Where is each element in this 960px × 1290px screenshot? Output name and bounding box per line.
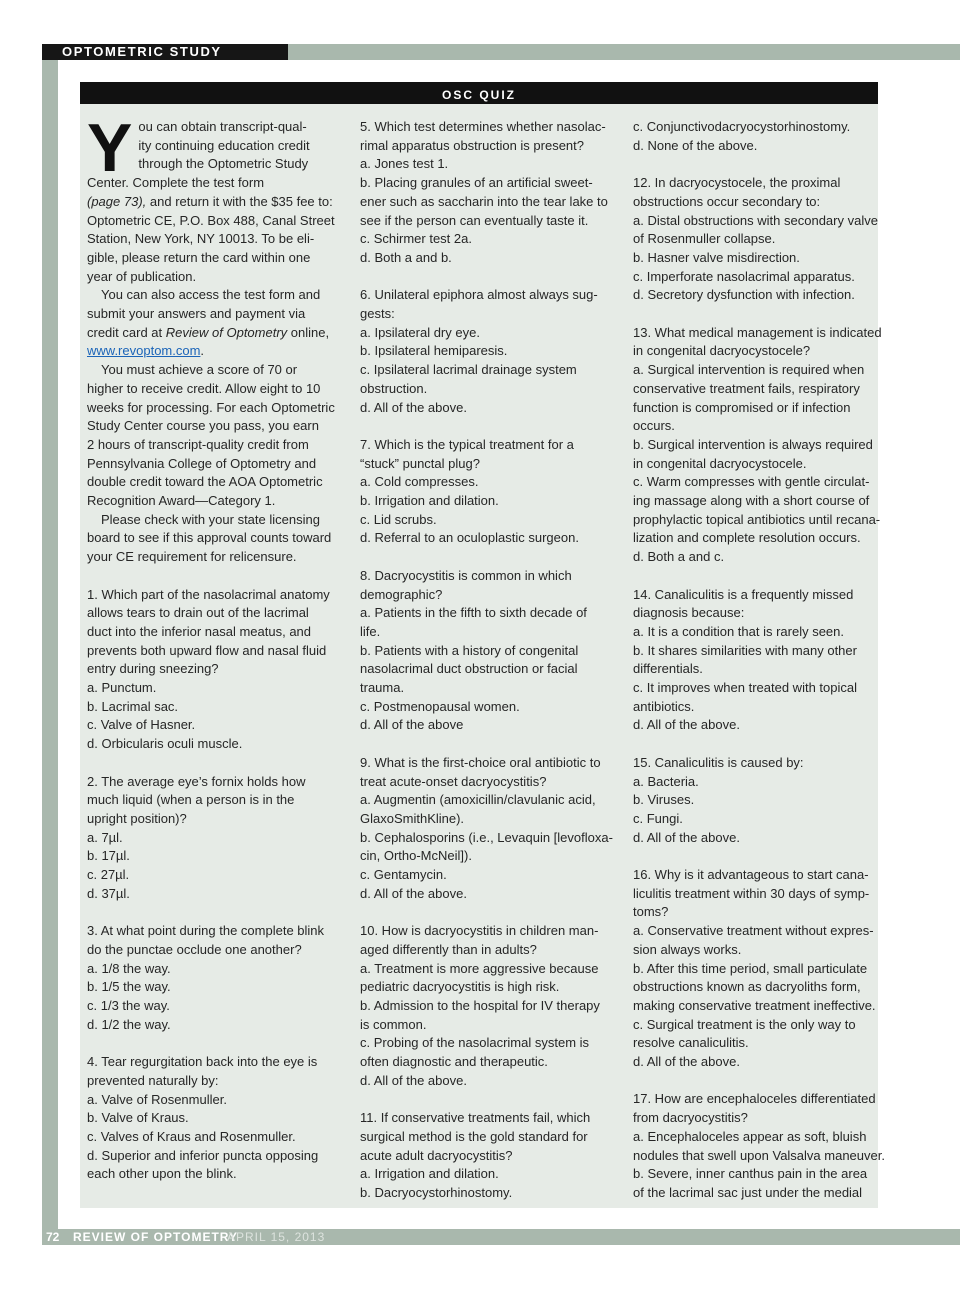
answer-line: b. Ipsilateral hemiparesis. bbox=[360, 343, 508, 359]
question-text: 3. At what point during the complete blink bbox=[87, 923, 325, 939]
text-line: higher to receive credit. Allow eight to 10 bbox=[87, 380, 321, 396]
answer-line: b. Cephalosporins (i.e., Levaquin [levofloxa- bbox=[360, 829, 613, 845]
answer-line: d. All of the above. bbox=[633, 1054, 740, 1070]
text-line: Optometric CE, P.O. Box 488, Canal Street bbox=[87, 212, 335, 228]
question-text: 4. Tear regurgitation back into the eye is bbox=[87, 1054, 318, 1070]
question-text: 5. Which test determines whether nasolac- bbox=[360, 119, 606, 134]
question-text: 11. If conservative treatments fail, which bbox=[360, 1110, 591, 1126]
answer-line: d. Secretory dysfunction with infection. bbox=[633, 287, 855, 303]
answer-line: liculitis treatment within 30 days of symp- bbox=[633, 885, 870, 901]
question-text: 10. How is dacryocystitis in children man- bbox=[360, 923, 599, 939]
answer-line: b. Patients with a history of congenital bbox=[360, 642, 579, 658]
answer-line: a. Treatment is more aggressive because bbox=[360, 960, 599, 976]
answer-line: is common. bbox=[360, 1016, 427, 1032]
answer-line: d. Referral to an oculoplastic surgeon. bbox=[360, 530, 579, 546]
text-line: Study Center course you pass, you earn bbox=[87, 418, 319, 434]
question-text: c. Conjunctivodacryocystorhinostomy. bbox=[633, 119, 851, 134]
answer-line: ing massage along with a short course of bbox=[633, 493, 870, 509]
answer-line: a. Ipsilateral dry eye. bbox=[360, 324, 480, 340]
answer-line: resolve canaliculitis. bbox=[633, 1035, 749, 1051]
answer-line: in congenital dacryocystocele. bbox=[633, 455, 807, 471]
text-line: www.revoptom.com. bbox=[87, 343, 205, 359]
answer-line: nasolacrimal duct obstruction or facial bbox=[360, 661, 578, 677]
answer-line: differentials. bbox=[633, 661, 703, 677]
answer-line: a. Encephaloceles appear as soft, bluish bbox=[633, 1128, 867, 1144]
answer-line: rimal apparatus obstruction is present? bbox=[360, 137, 585, 153]
answer-line: function is compromised or if infection bbox=[633, 399, 851, 415]
answer-line: much liquid (when a person is in the bbox=[87, 792, 295, 808]
answer-line: GlaxoSmithKline). bbox=[360, 810, 465, 826]
italic-text: Review of Optometry bbox=[165, 324, 288, 340]
intro-paragraph-4 bbox=[87, 511, 332, 567]
answer-line: gests: bbox=[360, 306, 395, 322]
intro-paragraph-3 bbox=[87, 361, 335, 511]
answer-line: a. Cold compresses. bbox=[360, 474, 479, 490]
answer-line: occurs. bbox=[633, 418, 675, 434]
answer-line: b. Viruses. bbox=[633, 792, 695, 808]
answer-line: d. All of the above. bbox=[360, 885, 467, 901]
answer-line: c. 1/3 the way. bbox=[87, 998, 170, 1013]
answer-line: surgical method is the gold standard for bbox=[360, 1128, 588, 1144]
answer-line: d. 37µl. bbox=[87, 885, 130, 901]
left-rule bbox=[42, 44, 58, 1244]
text-segment: credit card at bbox=[87, 324, 163, 340]
answer-line: b. 1/5 the way. bbox=[87, 979, 171, 995]
answer-line: b. Valve of Kraus. bbox=[87, 1110, 189, 1126]
answer-line: obstructions known as dacryoliths form, bbox=[633, 979, 861, 995]
question-text: 16. Why is it advantageous to start cana- bbox=[633, 867, 869, 883]
answer-line: b. After this time period, small particulate bbox=[633, 960, 868, 976]
quiz-question bbox=[87, 1053, 319, 1184]
question-text: 7. Which is the typical treatment for a bbox=[360, 436, 574, 452]
intro bbox=[87, 110, 335, 567]
answer-line: a. Jones test 1. bbox=[360, 156, 449, 172]
text-line: double credit toward the AOA Optometric bbox=[87, 474, 323, 490]
text-segment: online, bbox=[290, 324, 330, 340]
answer-line: acute adult dacryocystitis? bbox=[360, 1147, 513, 1163]
quiz-question bbox=[633, 1090, 885, 1202]
quiz-question bbox=[633, 754, 873, 848]
answer-line: c. Schirmer test 2a. bbox=[360, 231, 472, 247]
text-line: Please check with your state licensing bbox=[101, 511, 320, 527]
answer-line: c. Fungi. bbox=[633, 810, 683, 826]
text-line: through the Optometric Study bbox=[138, 156, 309, 172]
question-text: 6. Unilateral epiphora almost always sug- bbox=[360, 287, 598, 303]
answer-line: see if the person can eventually taste it. bbox=[360, 212, 589, 228]
answer-line: prevents both upward flow and nasal fluid bbox=[87, 642, 327, 658]
answer-line: a. Augmentin (amoxicillin/clavulanic acid, bbox=[360, 792, 596, 808]
text-line: You must achieve a score of 70 or bbox=[101, 362, 298, 378]
quiz-question bbox=[87, 773, 319, 904]
answer-line: from dacryocystitis? bbox=[633, 1110, 748, 1126]
answer-line: d. Both a and c. bbox=[633, 549, 725, 565]
answer-line: d. Orbicularis oculi muscle. bbox=[87, 736, 243, 752]
quiz-question bbox=[87, 922, 325, 1034]
answer-line: life. bbox=[360, 623, 381, 639]
answer-line: c. Ipsilateral lacrimal drainage system bbox=[360, 362, 577, 378]
answer-line: prophylactic topical antibiotics until recana- bbox=[633, 511, 881, 527]
text-line: You can also access the test form and bbox=[101, 287, 321, 303]
quiz-title: OSC QUIZ bbox=[80, 82, 878, 104]
answer-line: a. Valve of Rosenmuller. bbox=[87, 1091, 227, 1107]
text-line: board to see if this approval counts toward bbox=[87, 530, 332, 546]
italic-text: (page 73), bbox=[87, 193, 147, 209]
answer-line: c. Valves of Kraus and Rosenmuller. bbox=[87, 1128, 296, 1144]
answer-line: a. Punctum. bbox=[87, 680, 157, 696]
website-link[interactable]: www.revoptom.com bbox=[87, 343, 201, 359]
text-line: Recognition Award—Category 1. bbox=[87, 493, 276, 509]
answer-line: making conservative treatment ineffective. bbox=[633, 997, 876, 1013]
question-text: 15. Canaliculitis is caused by: bbox=[633, 754, 804, 770]
answer-line: aged differently than in adults? bbox=[360, 941, 537, 957]
drop-cap: Y bbox=[87, 110, 133, 186]
answer-line: allows tears to drain out of the lacrimal bbox=[87, 605, 309, 621]
answer-line: upright position)? bbox=[87, 810, 187, 826]
quiz-question bbox=[360, 754, 613, 904]
answer-line: b. 17µl. bbox=[87, 848, 130, 864]
answer-line: d. Both a and b. bbox=[360, 249, 452, 265]
answer-line: b. Admission to the hospital for IV therapy bbox=[360, 997, 600, 1013]
text-line: ou can obtain transcript-qual- bbox=[138, 119, 307, 134]
text-line: submit your answers and payment via bbox=[87, 306, 306, 322]
answer-line: a. It is a condition that is rarely seen. bbox=[633, 623, 844, 639]
answer-line: nodules that swell upon Valsalva maneuver. bbox=[633, 1147, 885, 1163]
answer-line: a. Irrigation and dilation. bbox=[360, 1166, 499, 1182]
answer-line: d. All of the above. bbox=[633, 829, 740, 845]
text-line: ity continuing education credit bbox=[138, 137, 310, 153]
answer-line: c. Imperforate nasolacrimal apparatus. bbox=[633, 268, 855, 284]
question-text: 2. The average eye’s fornix holds how bbox=[87, 773, 306, 789]
text-line: your CE requirement for relicensure. bbox=[87, 549, 297, 565]
question-text: 8. Dacryocystitis is common in which bbox=[360, 567, 572, 583]
intro-paragraph-2 bbox=[87, 286, 330, 361]
answer-line: a. Distal obstructions with secondary valve bbox=[633, 212, 878, 228]
text-line bbox=[87, 193, 333, 212]
answer-line: c. Postmenopausal women. bbox=[360, 698, 520, 714]
text-segment: and return it with the $35 fee to: bbox=[149, 193, 333, 209]
answer-line: a. 1/8 the way. bbox=[87, 960, 171, 976]
questions-col-1 bbox=[87, 586, 330, 1184]
issue-date: APRIL 15, 2013 bbox=[227, 1230, 326, 1244]
answer-line: “stuck” punctal plug? bbox=[360, 455, 480, 471]
question-text: 17. How are encephaloceles differentiated bbox=[633, 1091, 876, 1107]
answer-line: treat acute-onset dacryocystitis? bbox=[360, 773, 547, 789]
answer-line: obstruction. bbox=[360, 380, 428, 396]
quiz-question bbox=[633, 586, 873, 736]
answer-line: b. Hasner valve misdirection. bbox=[633, 249, 800, 265]
answer-line: entry during sneezing? bbox=[87, 661, 219, 677]
answer-line: d. All of the above. bbox=[360, 1072, 467, 1088]
answer-line: c. Gentamycin. bbox=[360, 867, 447, 883]
answer-line: a. Bacteria. bbox=[633, 773, 699, 789]
quiz-question bbox=[633, 866, 876, 1072]
answer-line: pediatric dacryocystitis is high risk. bbox=[360, 979, 560, 995]
answer-line: b. Irrigation and dilation. bbox=[360, 493, 499, 509]
answer-line: antibiotics. bbox=[633, 698, 695, 714]
questions-col-2 bbox=[360, 118, 613, 1203]
answer-line: b. Lacrimal sac. bbox=[87, 698, 179, 714]
answer-line: c. Surgical treatment is the only way to bbox=[633, 1016, 856, 1032]
magazine-name: REVIEW OF OPTOMETRY bbox=[73, 1230, 239, 1244]
answer-line: in congenital dacryocystocele? bbox=[633, 343, 811, 359]
answer-line: sion always works. bbox=[633, 941, 742, 957]
quiz-question bbox=[360, 922, 600, 1090]
answer-line: d. Superior and inferior puncta opposing bbox=[87, 1147, 319, 1163]
text-line: weeks for processing. For each Optometric bbox=[87, 399, 335, 415]
answer-line: of the lacrimal sac just under the medial bbox=[633, 1184, 863, 1200]
question-text: 13. What medical management is indicated bbox=[633, 324, 882, 340]
answer-line: b. Surgical intervention is always required bbox=[633, 436, 873, 452]
answer-line: d. All of the above. bbox=[633, 717, 740, 733]
answer-line: conservative treatment fails, respiratory bbox=[633, 380, 860, 396]
question-text: 1. Which part of the nasolacrimal anatomy bbox=[87, 586, 330, 602]
answer-line: diagnosis because: bbox=[633, 605, 745, 621]
answer-line: cin, Ortho-McNeil]). bbox=[360, 848, 472, 864]
answer-line: a. Patients in the fifth to sixth decade of bbox=[360, 605, 587, 621]
answer-line: prevented naturally by: bbox=[87, 1072, 219, 1088]
column-3 bbox=[633, 118, 885, 1203]
question-text: 12. In dacryocystocele, the proximal bbox=[633, 175, 841, 191]
answer-line: c. Lid scrubs. bbox=[360, 511, 437, 527]
answer-line: c. Warm compresses with gentle circulat- bbox=[633, 474, 870, 490]
page-number: 72 bbox=[46, 1230, 60, 1244]
answer-line: a. Conservative treatment without expres- bbox=[633, 923, 874, 939]
answer-line: do the punctae occlude one another? bbox=[87, 941, 302, 957]
answer-line: of Rosenmuller collapse. bbox=[633, 231, 776, 247]
quiz-question bbox=[360, 1109, 600, 1203]
quiz-question bbox=[360, 436, 600, 548]
quiz-question bbox=[87, 586, 330, 754]
answer-line: a. Surgical intervention is required when bbox=[633, 362, 865, 378]
answer-line: c. Valve of Hasner. bbox=[87, 717, 196, 733]
answer-line: often diagnostic and therapeutic. bbox=[360, 1054, 548, 1070]
quiz-question bbox=[360, 567, 600, 735]
answer-line: c. It improves when treated with topical bbox=[633, 680, 857, 696]
answer-line: each other upon the blink. bbox=[87, 1166, 237, 1182]
answer-line: d. All of the above bbox=[360, 717, 464, 733]
answer-line: d. All of the above. bbox=[360, 399, 467, 415]
text-line: 2 hours of transcript-quality credit from bbox=[87, 436, 309, 452]
text-line: Center. Complete the test form bbox=[87, 175, 265, 191]
questions-col-3 bbox=[633, 118, 885, 1203]
answer-line: d. None of the above. bbox=[633, 137, 758, 153]
column-1 bbox=[87, 110, 335, 1184]
answer-line: b. Severe, inner canthus pain in the area bbox=[633, 1166, 868, 1182]
answer-line: a. 7µl. bbox=[87, 829, 123, 845]
answer-line: c. 27µl. bbox=[87, 867, 130, 883]
answer-line: d. 1/2 the way. bbox=[87, 1016, 171, 1032]
answer-line: trauma. bbox=[360, 680, 405, 696]
quiz-question bbox=[360, 118, 608, 268]
answer-line: toms? bbox=[633, 904, 669, 920]
quiz-question bbox=[360, 286, 600, 417]
answer-line: b. Dacryocystorhinostomy. bbox=[360, 1184, 513, 1200]
quiz-question bbox=[633, 174, 878, 305]
text-line: Pennsylvania College of Optometry and bbox=[87, 455, 317, 471]
answer-line: b. Placing granules of an artificial sweet- bbox=[360, 175, 593, 191]
quiz-question bbox=[633, 324, 882, 567]
answer-line: demographic? bbox=[360, 586, 443, 602]
answer-line: ener such as saccharin into the tear lake to bbox=[360, 193, 608, 209]
text-line: gible, please return the card within one bbox=[87, 249, 311, 265]
question-text: 9. What is the first-choice oral antibiotic to bbox=[360, 754, 601, 770]
answer-line: c. Probing of the nasolacrimal system is bbox=[360, 1035, 590, 1051]
section-title: OPTOMETRIC STUDY CENTER bbox=[42, 44, 288, 60]
quiz-question bbox=[633, 118, 873, 155]
column-2 bbox=[360, 118, 613, 1203]
text-line: year of publication. bbox=[87, 268, 197, 284]
text-line: Station, New York, NY 10013. To be eli- bbox=[87, 231, 315, 247]
answer-line: b. It shares similarities with many other bbox=[633, 642, 857, 658]
answer-line: duct into the inferior nasal meatus, and bbox=[87, 623, 312, 639]
answer-line: lization and complete resolution occurs. bbox=[633, 530, 861, 546]
answer-line: obstructions occur secondary to: bbox=[633, 193, 821, 209]
text-line bbox=[87, 324, 330, 343]
question-text: 14. Canaliculitis is a frequently missed bbox=[633, 586, 854, 602]
